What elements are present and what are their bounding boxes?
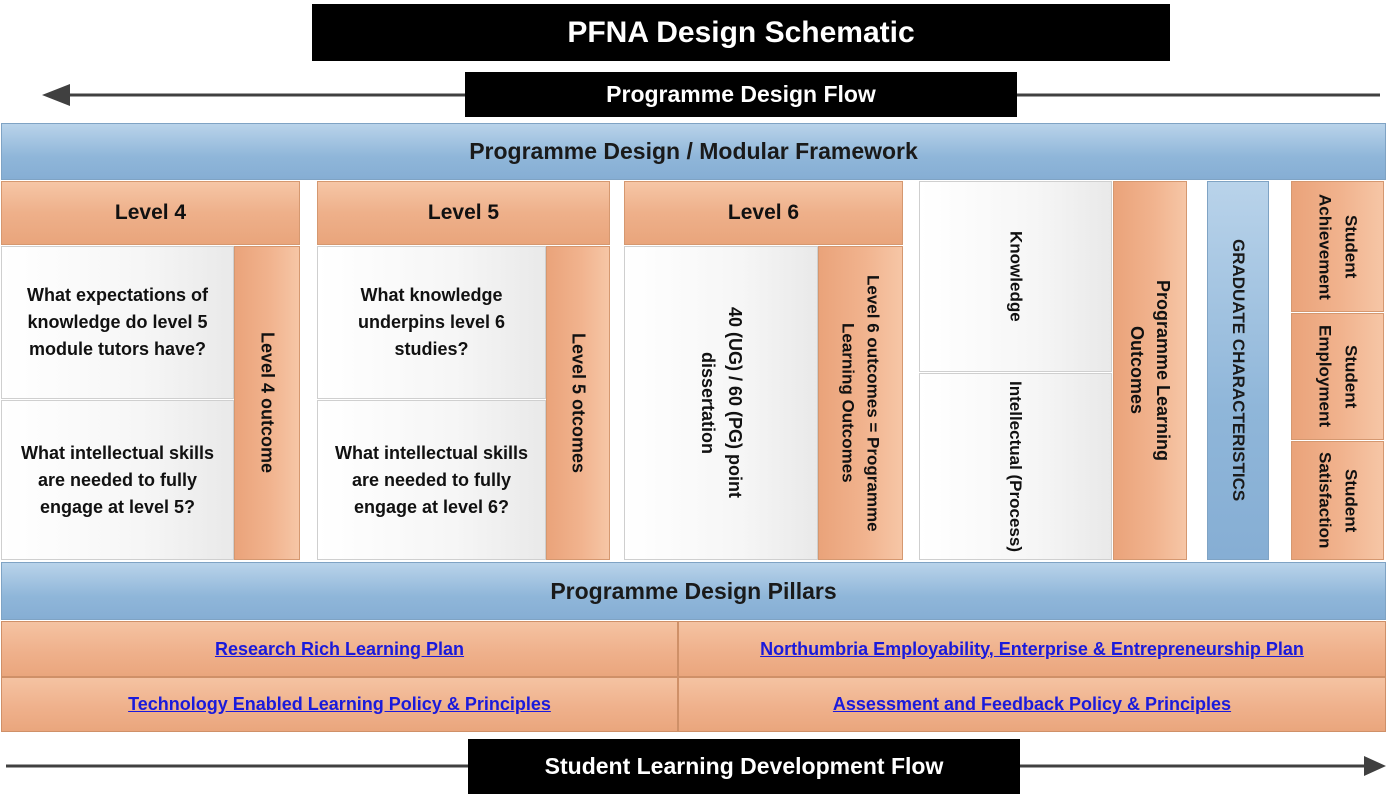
research-rich-learning-plan-link[interactable]: Research Rich Learning Plan (214, 638, 465, 659)
level-5-outcome: Level 5 otcomes (546, 246, 610, 560)
student-employment: Student Employment (1291, 313, 1384, 440)
student-satisfaction: Student Satisfaction (1291, 441, 1384, 560)
programme-design-flow-label: Programme Design Flow (465, 72, 1017, 117)
level-4-outcome: Level 4 outcome (234, 246, 300, 560)
intellectual-process-box: Intellectual (Process) (919, 373, 1112, 560)
level-4-question-skills: What intellectual skills are needed to fully engage at level 5? (1, 400, 234, 560)
level-4-question-knowledge: What expectations of knowledge do level 5 module tutors have? (1, 246, 234, 399)
level-6-dissertation: 40 (UG) / 60 (PG) point dissertation (624, 246, 818, 560)
pillar-technology-enabled (1, 677, 678, 732)
level-4-heading: Level 4 (1, 181, 300, 245)
assessment-feedback-link[interactable]: Assessment and Feedback Policy & Principles (832, 694, 1232, 714)
page-title: PFNA Design Schematic (312, 4, 1170, 61)
modular-framework-header: Programme Design / Modular Framework (1, 123, 1386, 180)
student-achievement: Student Achievement (1291, 181, 1384, 312)
technology-enabled-learning-link[interactable]: Technology Enabled Learning Policy & Principles (128, 694, 551, 714)
graduate-characteristics: GRADUATE CHARACTERISTICS (1207, 181, 1269, 560)
knowledge-box: Knowledge (919, 181, 1112, 372)
level-5-question-skills: What intellectual skills are needed to fully engage at level 6? (317, 400, 546, 560)
programme-design-pillars-header: Programme Design Pillars (1, 562, 1386, 620)
employability-plan-link[interactable]: Northumbria Employability, Enterprise & Entrepreneurship Plan (760, 638, 1304, 659)
level-5-heading: Level 5 (317, 181, 610, 245)
pillar-research-rich (1, 621, 678, 677)
level-6-heading: Level 6 (624, 181, 903, 245)
pillar-employability (678, 621, 1386, 677)
student-learning-flow-label: Student Learning Development Flow (468, 739, 1020, 794)
level-5-question-knowledge: What knowledge underpins level 6 studies? (317, 246, 546, 399)
programme-learning-outcomes: Programme Learning Outcomes (1113, 181, 1187, 560)
pillar-assessment-feedback (678, 677, 1386, 732)
level-6-outcome: Level 6 outcomes = Programme Learning Outcomes (818, 246, 903, 560)
